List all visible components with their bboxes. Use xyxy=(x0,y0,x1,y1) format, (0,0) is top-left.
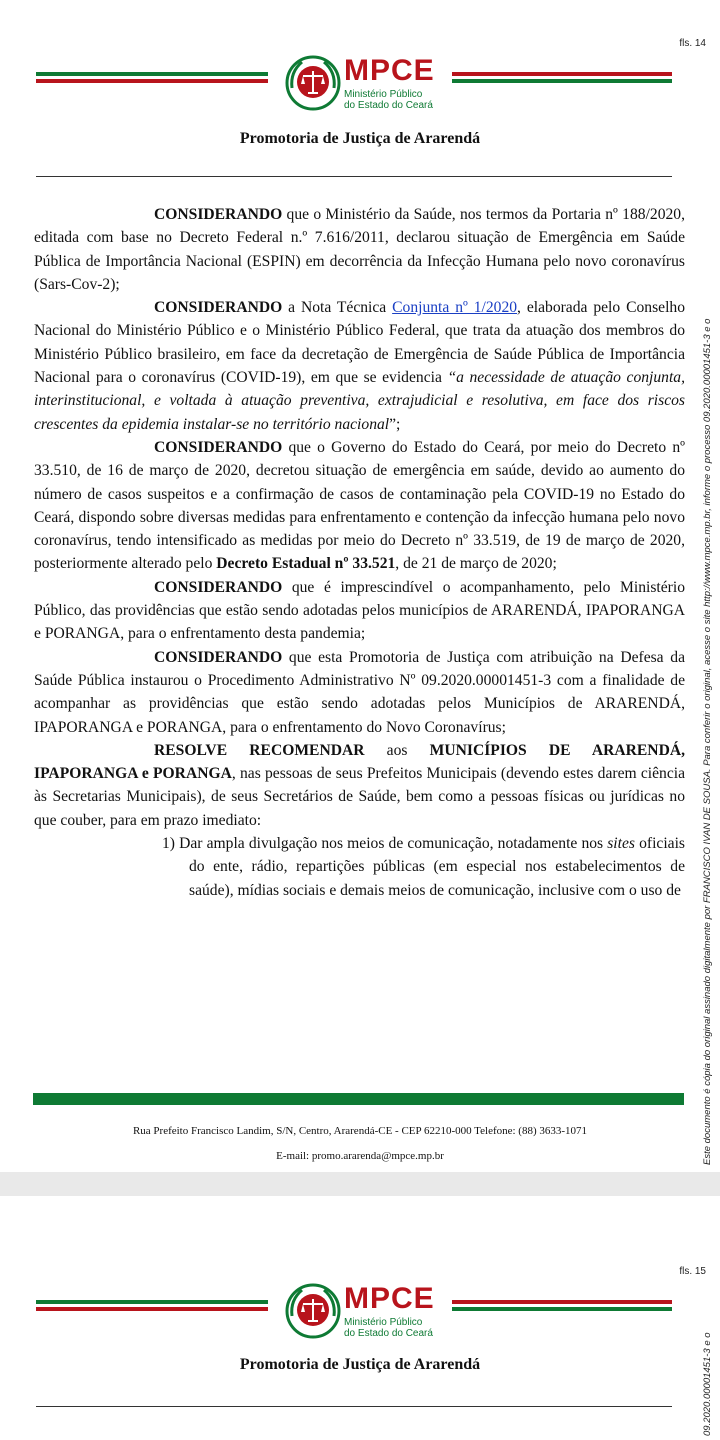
folio-number: fls. 14 xyxy=(679,38,706,49)
authentication-side-text: Este documento é cópia do original assinado digitalmente por FRANCISCO IVAN DE SOUSA. Para conferir o original, acesse o site http://www.mpce.mp.br, informe o processo 09.2020.00001451-3 e o xyxy=(702,318,713,1165)
header-divider xyxy=(36,1406,672,1407)
paragraph-1: CONSIDERANDO que o Ministério da Saúde, nos termos da Portaria nº 188/2020, editada com base no Decreto Federal n.º 7.616/2011, declarou situação de Emergência em Saúde Pública de Importância Nacional (ESPIN) em decorrência da Infecção Humana pelo novo coronavírus (Sars-Cov-2); xyxy=(34,206,685,293)
footer-address: Rua Prefeito Francisco Landim, S/N, Centro, Ararendá-CE - CEP 62210-000 Telefone: (88) 3633-1071 xyxy=(132,1125,588,1137)
logo-title: MPCE xyxy=(344,1282,435,1315)
scales-of-justice-icon xyxy=(284,54,342,112)
promotoria-title: Promotoria de Justiça de Ararendá xyxy=(239,1356,481,1373)
paragraph-6: RESOLVE RECOMENDAR aos MUNICÍPIOS DE ARARENDÁ, IPAPORANGA e PORANGA, nas pessoas de seus Prefeitos Municipais (devendo estes darem ciência às Secretarias Municipais), de seus Secretários de Saúde, bem como a pessoas físicas ou jurídicas no que couber, para em prazo imediato: xyxy=(34,741,685,829)
logo-title: MPCE xyxy=(344,54,435,87)
authentication-side-text: 09.2020.00001451-3 e o xyxy=(702,1332,713,1436)
paragraph-2: CONSIDERANDO a Nota Técnica Conjunta nº 1/2020, elaborada pelo Conselho Nacional do Ministério Público e o Ministério Público Federal, que trata da atuação dos membros do Ministério Público brasileiro, em face da decretação de Emergência de Saúde Pública de Importância Nacional para o coronavírus (COVID-19), em que se evidencia “a necessidade de atuação conjunta, interinstitucional, e voltada à atuação preventiva, extrajudicial e resolutiva, em face dos riscos crescentes da epidemia instalar-se no território nacional”; xyxy=(34,299,685,433)
scales-of-justice-icon xyxy=(284,1282,342,1340)
document-page-2 xyxy=(0,1196,720,1440)
header-banner xyxy=(36,52,672,112)
recommendation-item-1: 1) Dar ampla divulgação nos meios de comunicação, notadamente nos sites oficiais do ente, rádio, repartições públicas (em especial nos estabelecimentos de saúde), mídias sociais e demais meios de comunicação, inclusive com o uso de xyxy=(162,835,685,899)
mpce-logo xyxy=(282,52,452,112)
header-banner xyxy=(36,1280,672,1340)
footer-bar xyxy=(33,1093,684,1105)
promotoria-title: Promotoria de Justiça de Ararendá xyxy=(239,130,481,147)
footer-email: E-mail: promo.ararenda@mpce.mp.br xyxy=(276,1150,444,1162)
logo-subtitle-1: Ministério Público xyxy=(344,1317,423,1328)
logo-subtitle-2: do Estado do Ceará xyxy=(344,100,433,111)
paragraph-3: CONSIDERANDO que o Governo do Estado do Ceará, por meio do Decreto nº 33.510, de 16 de março de 2020, decretou situação de emergência em saúde, devido ao aumento do número de casos suspeitos e a confirmação de casos de contaminação pela COVID-19 no Estado do Ceará, dispondo sobre diversas medidas para enfrentamento e contenção da infecção humana pelo novo coronavírus, tendo intensificado as medidas por meio do Decreto nº 33.519, de 19 de março de 2020, posteriormente alterado pelo Decreto Estadual nº 33.521, de 21 de março de 2020; xyxy=(34,438,685,573)
document-body xyxy=(34,203,685,902)
mpce-logo xyxy=(282,1280,452,1340)
nota-tecnica-link[interactable]: Conjunta nº 1/2020 xyxy=(392,299,518,317)
paragraph-5: CONSIDERANDO que esta Promotoria de Justiça com atribuição na Defesa da Saúde Pública instaurou o Procedimento Administrativo Nº 09.2020.00001451-3 com a finalidade de acompanhar as providências que estão sendo adotadas pelos Municípios de ARARENDÁ, IPAPORANGA e PORANGA, para o enfrentamento do Novo Coronavírus; xyxy=(34,648,685,736)
logo-subtitle-1: Ministério Público xyxy=(344,89,423,100)
header-divider xyxy=(36,176,672,177)
paragraph-4: CONSIDERANDO que é imprescindível o acompanhamento, pelo Ministério Público, das providências que estão sendo adotadas pelos municípios de ARARENDÁ, IPAPORANGA e PORANGA, para o enfrentamento desta pandemia; xyxy=(34,578,685,643)
folio-number: fls. 15 xyxy=(679,1266,706,1277)
logo-subtitle-2: do Estado do Ceará xyxy=(344,1328,433,1339)
